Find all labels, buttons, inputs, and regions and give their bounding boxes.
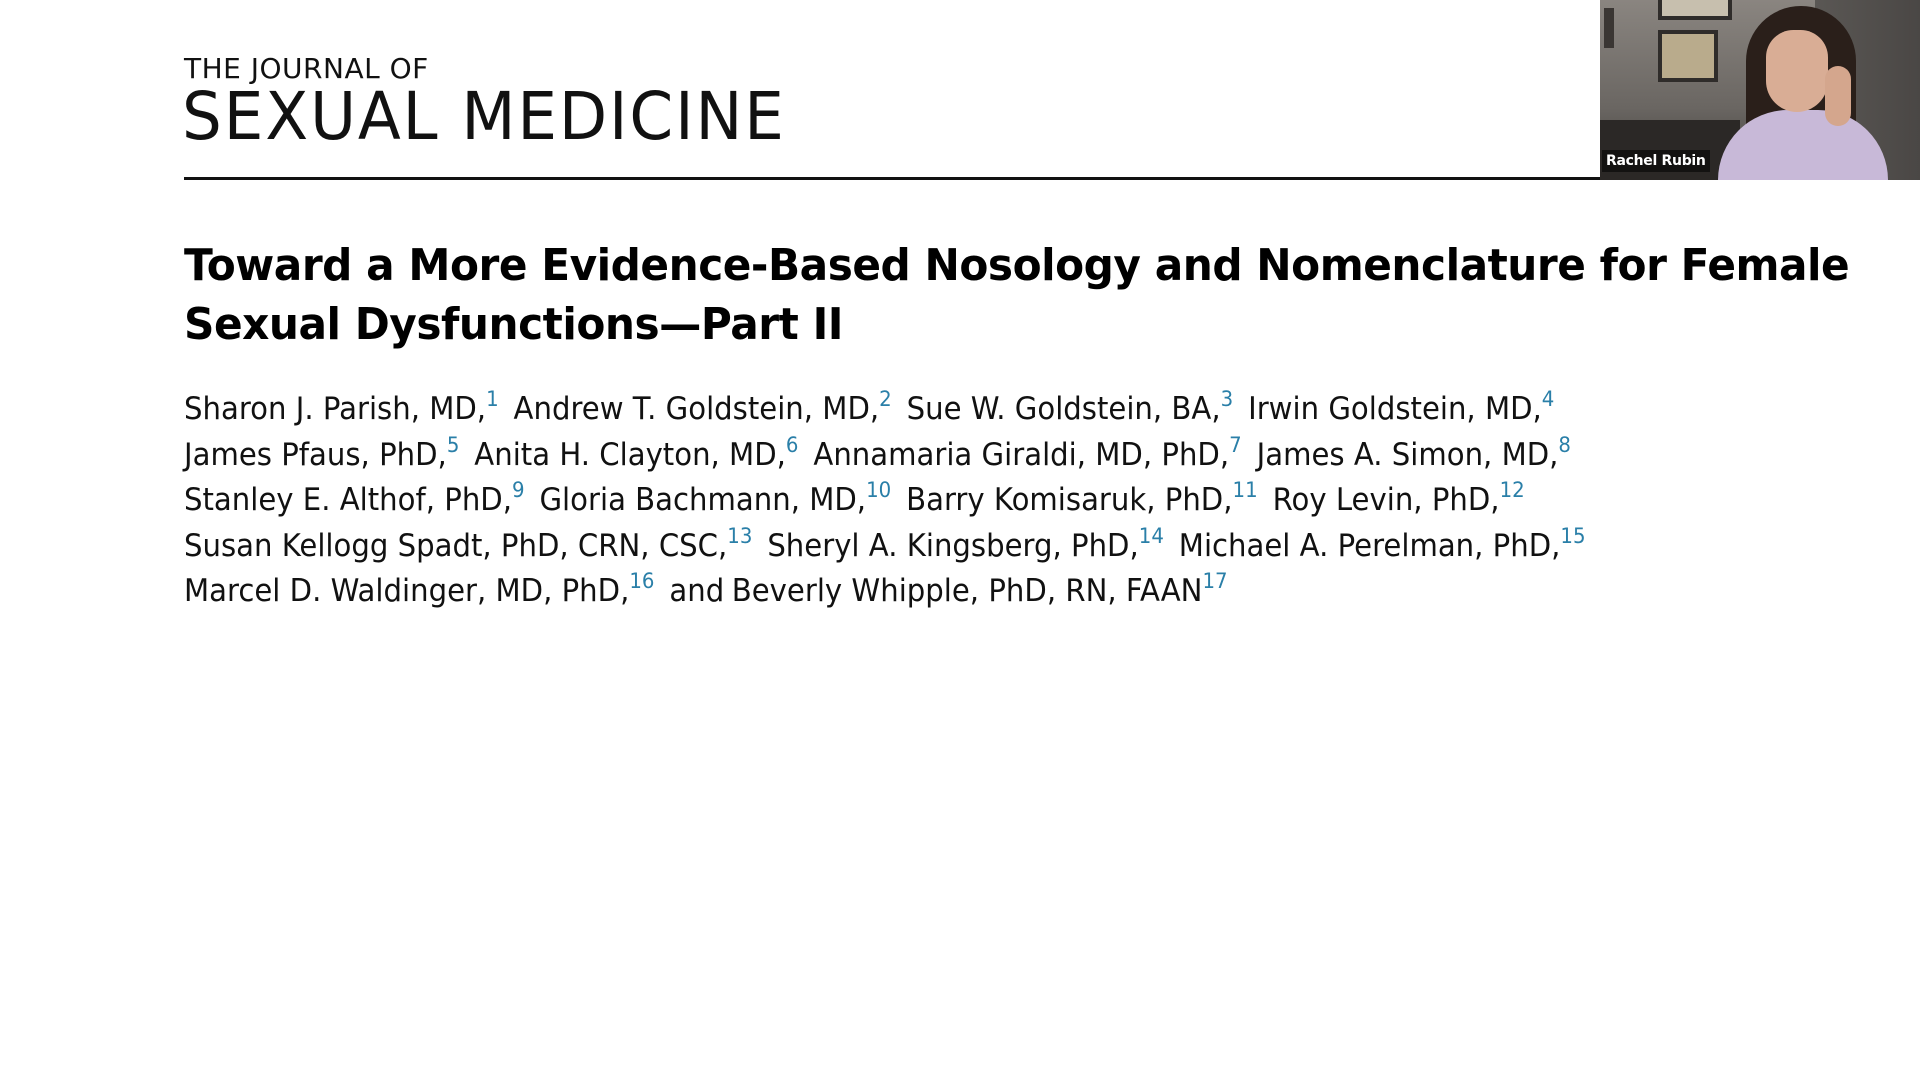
author-name: Stanley E. Althof, PhD,	[184, 482, 513, 518]
affiliation-number: 17	[1202, 569, 1228, 593]
header-divider	[184, 177, 1760, 180]
affiliation-number: 12	[1499, 478, 1525, 502]
video-picture-frame	[1658, 0, 1732, 20]
author-name: Andrew T. Goldstein, MD,	[513, 391, 880, 427]
video-picture-frame	[1658, 30, 1718, 82]
participant-name-label: Rachel Rubin	[1602, 150, 1710, 172]
affiliation-number: 10	[866, 478, 892, 502]
participant-video-tile[interactable]	[1600, 0, 1920, 180]
author-name: Annamaria Giraldi, MD, PhD,	[813, 436, 1230, 473]
author-name: Anita H. Clayton, MD,	[474, 436, 786, 473]
affiliation-number: 15	[1560, 523, 1586, 548]
affiliation-number: 11	[1232, 478, 1258, 502]
author-name: Sheryl A. Kingsberg, PhD,	[767, 527, 1139, 564]
author-name: Marcel D. Waldinger, MD, PhD,	[184, 573, 630, 609]
article-title-line-2: Sexual Dysfunctions—Part II	[184, 299, 844, 350]
author-name: Sharon J. Parish, MD,	[184, 391, 487, 427]
affiliation-number: 7	[1229, 432, 1242, 457]
author-name: Sue W. Goldstein, BA,	[906, 391, 1221, 427]
author-list	[184, 387, 1688, 615]
author-name: Barry Komisaruk, PhD,	[906, 482, 1233, 518]
affiliation-number: 6	[785, 432, 799, 457]
author-line-1	[184, 387, 1688, 433]
author-name: Irwin Goldstein, MD,	[1248, 391, 1542, 427]
author-line-2	[184, 433, 1688, 479]
article-title-line-1: Toward a More Evidence-Based Nosology and Nomenclature for Female	[184, 240, 1850, 291]
affiliation-number: 4	[1541, 387, 1555, 411]
author-name: Beverly Whipple, PhD, RN, FAAN	[731, 573, 1203, 609]
author-line-4	[184, 524, 1688, 570]
affiliation-number: 14	[1138, 523, 1164, 548]
and-conjunction: and	[669, 573, 725, 609]
affiliation-number: 9	[512, 478, 525, 502]
participant-hand	[1825, 66, 1851, 126]
affiliation-number: 8	[1558, 432, 1571, 457]
affiliation-number: 5	[446, 432, 460, 457]
author-line-3	[184, 478, 1688, 524]
affiliation-number: 2	[879, 387, 892, 411]
journal-name-top: THE JOURNAL OF	[184, 52, 429, 85]
author-name: Roy Levin, PhD,	[1272, 482, 1500, 518]
journal-name-main: SEXUAL MEDICINE	[182, 78, 786, 155]
author-name: Gloria Bachmann, MD,	[539, 482, 867, 518]
affiliation-number: 3	[1220, 387, 1234, 411]
video-wall-object	[1604, 8, 1614, 48]
article-title	[184, 236, 1850, 354]
author-name: Michael A. Perelman, PhD,	[1178, 527, 1561, 564]
author-name: James Pfaus, PhD,	[184, 436, 447, 473]
author-name: James A. Simon, MD,	[1256, 436, 1559, 473]
affiliation-number: 16	[629, 569, 655, 593]
affiliation-number: 13	[727, 523, 753, 548]
author-line-5	[184, 569, 1688, 615]
author-name: Susan Kellogg Spadt, PhD, CRN, CSC,	[184, 527, 728, 564]
affiliation-number: 1	[486, 387, 499, 411]
participant-face	[1766, 30, 1828, 112]
